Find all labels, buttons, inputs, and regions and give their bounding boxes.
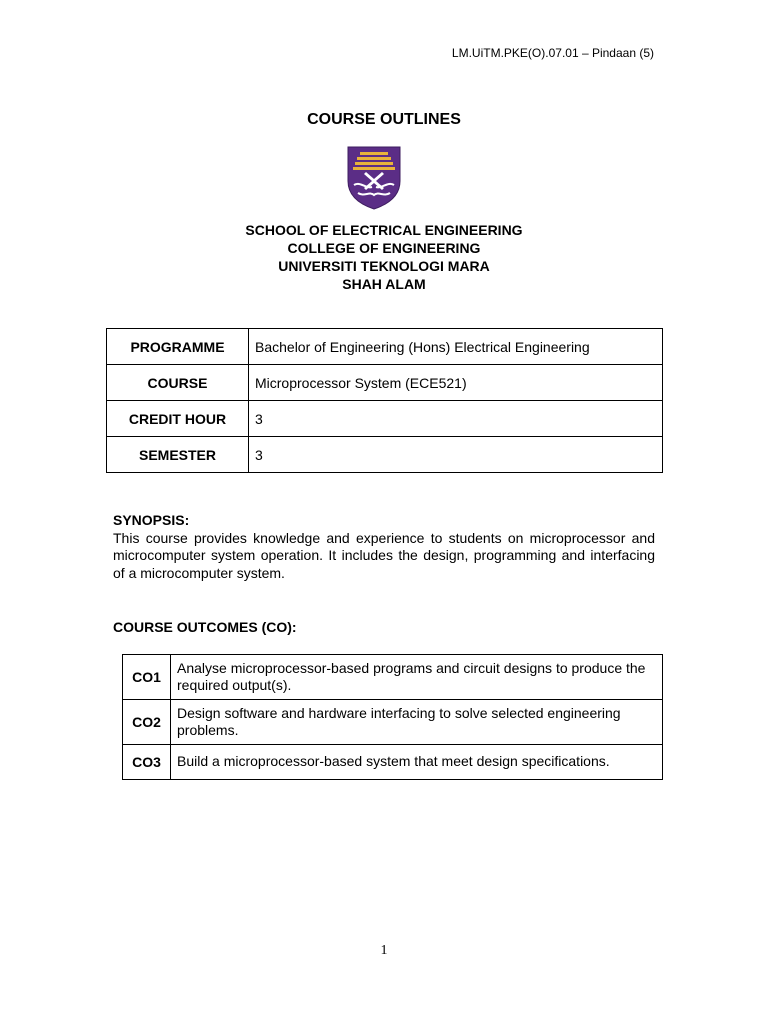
page-title: COURSE OUTLINES <box>307 111 461 128</box>
co-description: Build a microprocessor-based system that meet design specifications. <box>171 745 663 780</box>
co-code: CO3 <box>123 745 171 780</box>
page-number: 1 <box>380 943 388 958</box>
university-name: UNIVERSITI TEKNOLOGI MARA <box>278 258 490 274</box>
table-row <box>107 437 663 473</box>
synopsis-heading: SYNOPSIS: <box>113 512 190 528</box>
semester-value: 3 <box>249 437 663 473</box>
co-description: Analyse microprocessor-based programs and circuit designs to produce the required output(s). <box>171 655 663 700</box>
course-label: COURSE <box>107 365 249 401</box>
credit-hour-value: 3 <box>249 401 663 437</box>
table-row <box>123 655 663 700</box>
co-code: CO2 <box>123 700 171 745</box>
table-row <box>107 401 663 437</box>
document-reference: LM.UiTM.PKE(O).07.01 – Pindaan (5) <box>451 46 654 60</box>
institution-block <box>0 221 768 293</box>
campus-name: SHAH ALAM <box>342 276 426 292</box>
course-outcomes-heading: COURSE OUTCOMES (CO): <box>113 619 297 635</box>
co-code: CO1 <box>123 655 171 700</box>
synopsis-section <box>113 512 655 582</box>
synopsis-text: This course provides knowledge and experience to students on microprocessor and microcomputer system operation. It includes the design, programming and interfacing of a microcomputer system. <box>113 529 655 581</box>
credit-hour-label: CREDIT HOUR <box>107 401 249 437</box>
table-row <box>123 700 663 745</box>
uitm-crest-icon <box>346 145 402 211</box>
table-row <box>107 365 663 401</box>
semester-label: SEMESTER <box>107 437 249 473</box>
college-name: COLLEGE OF ENGINEERING <box>287 240 481 256</box>
course-info-table <box>106 328 663 473</box>
co-description: Design software and hardware interfacing to solve selected engineering problems. <box>171 700 663 745</box>
course-value: Microprocessor System (ECE521) <box>249 365 663 401</box>
course-outcomes-table <box>122 654 663 780</box>
programme-value: Bachelor of Engineering (Hons) Electrical Engineering <box>249 329 663 365</box>
school-name: SCHOOL OF ELECTRICAL ENGINEERING <box>245 222 523 238</box>
programme-label: PROGRAMME <box>107 329 249 365</box>
table-row <box>123 745 663 780</box>
table-row <box>107 329 663 365</box>
